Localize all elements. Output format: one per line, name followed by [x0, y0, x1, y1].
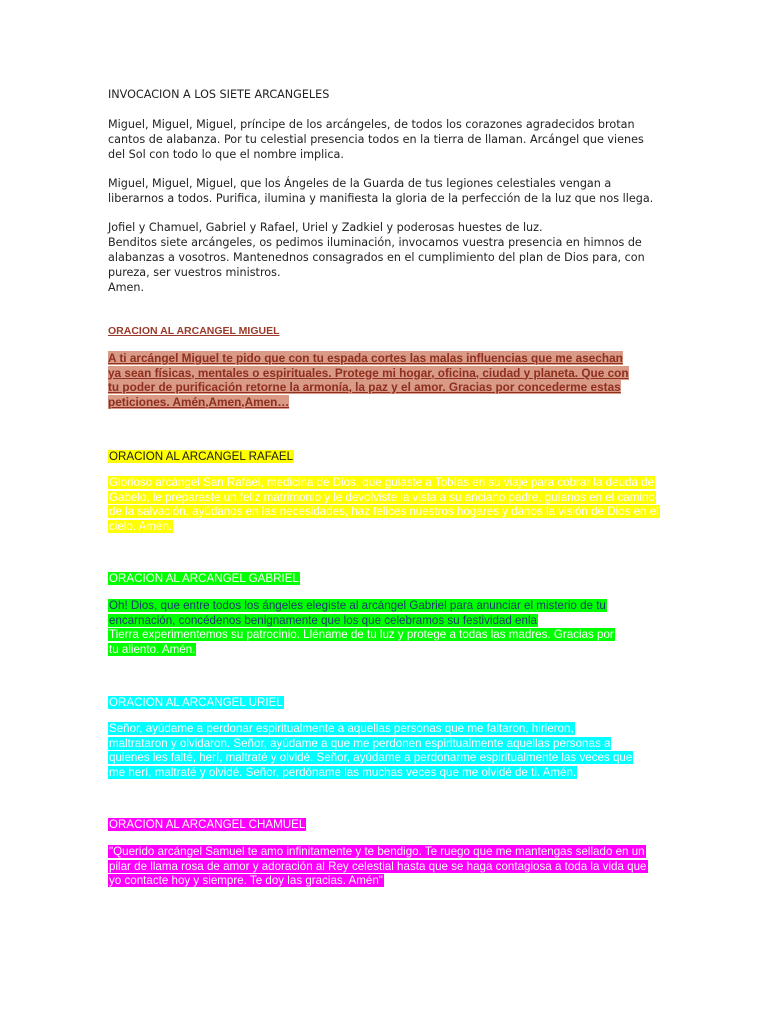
heading-gabriel — [108, 572, 656, 587]
prayer-miguel — [108, 351, 633, 409]
intro-p3c-text: Amen. — [108, 281, 145, 294]
prayer-chamuel — [108, 845, 653, 889]
heading-miguel — [108, 323, 656, 339]
heading-miguel-text: ORACION AL ARCANGEL MIGUEL — [108, 325, 280, 337]
heading-rafael-text: ORACION AL ARCANGEL RAFAEL — [109, 450, 294, 463]
prayer-miguel-text: A ti arcángel Miguel te pido que con tu espada cortes las malas influencias que me asechan ya sean físicas, mentales o espirituales. Protege mi hogar, oficina, ciudad y planeta. Que con tu poder de purificación retorne la armonía, la paz y el amor. Gracias por concederme estas peticiones. Amén,Amen,Amen… — [108, 351, 629, 409]
heading-rafael — [108, 450, 656, 465]
intro-p1-text: Miguel, Miguel, Miguel, príncipe de los arcángeles, de todos los corazones agradecidos brotan cantos de alabanza. Por tu celestial presencia todos en la tierra de llaman. Arcángel que vienes del Sol con todo lo que el nombre implica. — [108, 118, 644, 161]
prayer-uriel — [108, 722, 633, 780]
prayer-chamuel-text: "Querido arcángel Samuel te amo infinitamente y te bendigo. Te ruego que me mantengas sellado en un pilar de llama rosa de amor y adoración al Rey celestial hasta que se haga contagiosa a toda la vida que yo contacte hoy y siempre. Te doy las gracias. Amén" — [109, 845, 647, 887]
intro-paragraph-2 — [108, 176, 656, 206]
intro-p3b-text: Benditos siete arcángeles, os pedimos iluminación, invocamos vuestra presencia en himnos de alabanzas a vosotros. Mantenednos consagrados en el cumplimiento del plan de Dios para, con pureza, ser vuestros ministros. — [108, 236, 645, 279]
prayer-gabriel — [108, 599, 623, 657]
heading-gabriel-text: ORACION AL ARCANGEL GABRIEL — [109, 572, 299, 585]
page-title — [108, 87, 656, 102]
intro-paragraph-1 — [108, 117, 656, 162]
heading-chamuel-text: ORACION AL ARCANGEL CHAMUEL — [109, 818, 306, 831]
intro-p3a-text: Jofiel y Chamuel, Gabriel y Rafael, Uriel y Zadkiel y poderosas huestes de luz. — [108, 221, 543, 234]
prayer-uriel-text: Señor, ayúdame a perdonar espiritualmente a aquellas personas que me faltaron, hirieron, maltrataron y olvidaron. Señor, ayúdame a que me perdonen espiritualmente aquellas personas a quienes les falté, herí, maltraté y olvidé. Señor, ayúdame a perdonarme espiritualmente las veces que me herí, maltraté y olvidé. Señor, perdóname las muchas veces que me olvidé de ti. Amén. — [109, 722, 633, 779]
prayer-gabriel-text-b: Tierra experimentemos su patrocinio. Lléname de tu luz y protege a todas las madres. Gracias por tu aliento. Amén. — [109, 628, 614, 656]
heading-uriel-text: ORACION AL ARCANGEL URIEL — [109, 696, 283, 709]
intro-p2-text: Miguel, Miguel, Miguel, que los Ángeles de la Guarda de tus legiones celestiales vengan a liberarnos a todos. Purifica, ilumina y manifiesta la gloria de la perfección de la luz que nos llega. — [108, 177, 654, 205]
heading-uriel — [108, 696, 656, 711]
prayer-rafael — [108, 476, 660, 534]
intro-paragraph-3 — [108, 220, 656, 295]
prayer-gabriel-text-a: Oh! Dios, que entre todos los ángeles elegiste al arcángel Gabriel para anunciar el misterio de tu encarnación, concédenos benignamente que los que celebramos su festividad enla — [109, 599, 606, 627]
title-text: INVOCACION A LOS SIETE ARCANGELES — [108, 88, 330, 101]
prayer-rafael-text: Glorioso arcángel San Rafael, medicina de Dios, que guiaste a Tobías en su viaje para cobrar la deuda de Gabelo, le preparaste un feliz matrimonio y le devolviste la vista a su anciano padre, guíanos en el camino de la salvación, ayúdanos en las necesidades, haz felices nuestros hogares y danos la visión de Dios en el cielo. Amén. — [109, 476, 659, 533]
heading-chamuel — [108, 818, 656, 833]
